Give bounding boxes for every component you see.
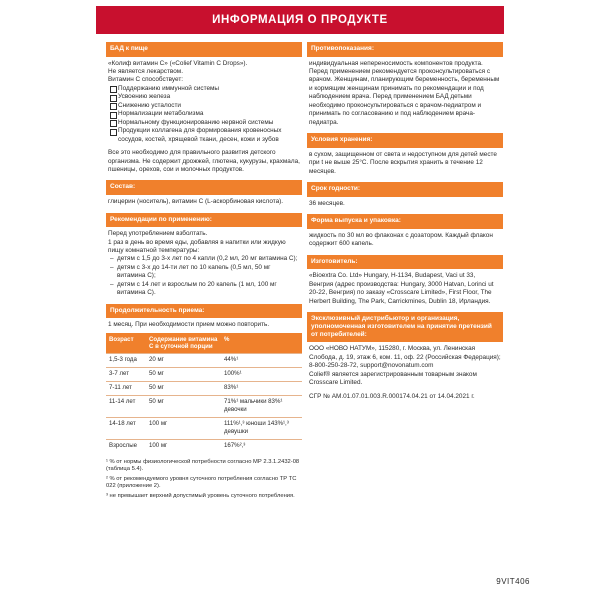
form-header: Форма выпуска и упаковка: xyxy=(307,214,503,229)
table-cell-age: 14-18 лет xyxy=(106,418,146,440)
distributor-text: ООО «НОВО НАТУМ», 115280, г. Москва, ул. Ленинская Слобода, д. 19, этаж 6, ком. 11, оф. 22 (Российская Федерация); 8-800-250-28-72, support@novonatum.com xyxy=(309,345,501,370)
table-header-age: Возраст xyxy=(106,333,146,354)
composition-section xyxy=(106,180,302,206)
contraindications-section xyxy=(307,42,503,127)
benefit-item: Снижению усталости xyxy=(110,102,300,110)
distributor-header: Эксклюзивный дистрибьютор и организация, уполномоченная изготовителем на принятие претензий от потребителей: xyxy=(307,312,503,342)
usage-section xyxy=(106,213,302,298)
left-column xyxy=(106,42,302,507)
product-code: 9VIT406 xyxy=(496,577,530,586)
table-cell-age: 11-14 лет xyxy=(106,396,146,418)
supplement-section xyxy=(106,42,302,174)
table-cell-percent: 83%¹ xyxy=(221,382,302,396)
supplement-header: БАД к пище xyxy=(106,42,302,57)
table-cell-percent: 71%¹ мальчики 83%¹ девочки xyxy=(221,396,302,418)
storage-header: Условия хранения: xyxy=(307,133,503,148)
table-row xyxy=(106,368,302,382)
usage-text: 1 раз в день во время еды, добавляя в напитки или жидкую пищу комнатной температуры: xyxy=(108,238,286,254)
footnote: ¹ % от нормы физиологической потребности согласно МР 2.3.1.2432-08 (таблица 5.4). xyxy=(106,458,300,473)
certificate-text: СГР № AM.01.07.01.003.R.000174.04.21 от 14.04.2021 г. xyxy=(309,392,475,400)
table-row xyxy=(106,396,302,418)
table-row xyxy=(106,354,302,368)
shelf-life-section xyxy=(307,182,503,208)
table-header-percent: % xyxy=(221,333,302,354)
distributor-section xyxy=(307,312,503,401)
table-cell-percent: 100%¹ xyxy=(221,368,302,382)
trademark-text: Colief® является зарегистрированным товарным знаком Crosscare Limited. xyxy=(309,370,477,387)
contraindications-header: Противопоказания: xyxy=(307,42,503,57)
table-cell-amount: 50 мг xyxy=(146,382,221,396)
table-cell-percent: 44%¹ xyxy=(221,354,302,368)
vitamin-c-table xyxy=(106,333,302,454)
table-row xyxy=(106,382,302,396)
usage-header: Рекомендации по применению: xyxy=(106,213,302,228)
right-column xyxy=(307,42,503,407)
shelf-life-text: 36 месяцев. xyxy=(309,199,345,207)
form-section xyxy=(307,214,503,248)
usage-dose-item: – детям с 14 лет и взрослым по 20 капель (1 мл, 100 мг витамина С). xyxy=(110,281,300,298)
supplement-intro: «Колиф витамин С» («Colief Vitamin C Drops»). xyxy=(108,59,248,67)
table-cell-amount: 100 мг xyxy=(146,418,221,440)
table-cell-age: 7-11 лет xyxy=(106,382,146,396)
benefit-item: Нормальному функционированию нервной системы xyxy=(110,119,300,127)
usage-dose-list xyxy=(108,255,300,297)
footnote: ² % от рекомендуемого уровня суточного потребления согласно ТР ТС 022 (приложение 2). xyxy=(106,475,297,490)
shelf-life-header: Срок годности: xyxy=(307,182,503,197)
supplement-not-drug: Не является лекарством. xyxy=(108,68,183,76)
duration-header: Продолжительность приема: xyxy=(106,304,302,319)
table-cell-amount: 20 мг xyxy=(146,354,221,368)
table-cell-age: Взрослые xyxy=(106,440,146,454)
table-footnotes xyxy=(106,459,302,501)
manufacturer-header: Изготовитель: xyxy=(307,255,503,270)
table-cell-percent: 111%¹,³ юноши 143%¹,³ девушки xyxy=(221,418,302,440)
table-header-amount: Содержание витамина С в суточной порции xyxy=(146,333,221,354)
storage-text: в сухом, защищенном от света и недоступном для детей месте при t не выше 25°С. После вскрытия хранить в течение 12 месяцев. xyxy=(309,150,497,175)
table-cell-age: 3-7 лет xyxy=(106,368,146,382)
table-row xyxy=(106,418,302,440)
manufacturer-text: «Bioextra Co. Ltd» Hungary, H-1134, Budapest, Vaci ut 33, Венгрия (адрес производства: Hungary, 3000 Hatvan, Lorinci ut 20-22, Венгрия) по заказу «Crosscare Limited», First Floor, The Herbert Building, The Park, Carrickmines, Dublin 18, Ирландия. xyxy=(309,272,494,305)
table-cell-amount: 50 мг xyxy=(146,368,221,382)
duration-section xyxy=(106,304,302,501)
composition-header: Состав: xyxy=(106,180,302,195)
form-text: жидкость по 30 мл во флаконах с дозатором. Каждый флакон содержит 600 капель. xyxy=(309,231,493,248)
supplement-benefit-list xyxy=(108,85,300,144)
contraindications-text: индивидуальная непереносимость компонентов продукта. Перед применением рекомендуется проконсультироваться с врачом. Женщинам, планирующим беременность, беременным и кормящим женщинам принимать по рекомендации и под наблюдением врача. Перед применением БАД детьми необходимо проконсультироваться с врачом-педиатром и принимать по согласованию и под наблюдением врача-педиатра. xyxy=(309,59,500,126)
table-cell-amount: 50 мг xyxy=(146,396,221,418)
composition-text: глицерин (носитель), витамин С (L-аскорбиновая кислота). xyxy=(108,198,284,206)
benefit-item: Поддержанию иммунной системы xyxy=(110,85,300,93)
storage-section xyxy=(307,133,503,176)
table-cell-amount: 100 мг xyxy=(146,440,221,454)
duration-text: 1 месяц. При необходимости прием можно повторить. xyxy=(108,321,270,329)
usage-intro: Перед употреблением взболтать. xyxy=(108,230,208,238)
footnote: ³ не превышает верхний допустимый уровень суточного потребления. xyxy=(106,492,295,499)
benefit-item: Нормализации метаболизма xyxy=(110,110,300,118)
manufacturer-section xyxy=(307,255,503,306)
page-title: ИНФОРМАЦИЯ О ПРОДУКТЕ xyxy=(96,6,504,34)
table-cell-percent: 167%²,³ xyxy=(221,440,302,454)
supplement-promotes: Витамин С способствует: xyxy=(108,76,184,84)
table-cell-age: 1,5-3 года xyxy=(106,354,146,368)
benefit-item: Продукции коллагена для формирования кровеносных сосудов, костей, хрящевой ткани, десен, кожи и зубов xyxy=(110,127,300,144)
table-row xyxy=(106,440,302,454)
usage-dose-item: – детям с 1,5 до 3-х лет по 4 капли (0,2 мл, 20 мг витамина С); xyxy=(110,255,300,263)
usage-dose-item: – детям с 3-х до 14-ти лет по 10 капель (0,5 мл, 50 мг витамина С); xyxy=(110,264,300,281)
supplement-outro: Все это необходимо для правильного развития детского организма. Не содержит дрожжей, глютена, кукурузы, крахмала, пшеницы, орехов, сои и молочных продуктов. xyxy=(108,149,300,174)
benefit-item: Усвоению железа xyxy=(110,93,300,101)
